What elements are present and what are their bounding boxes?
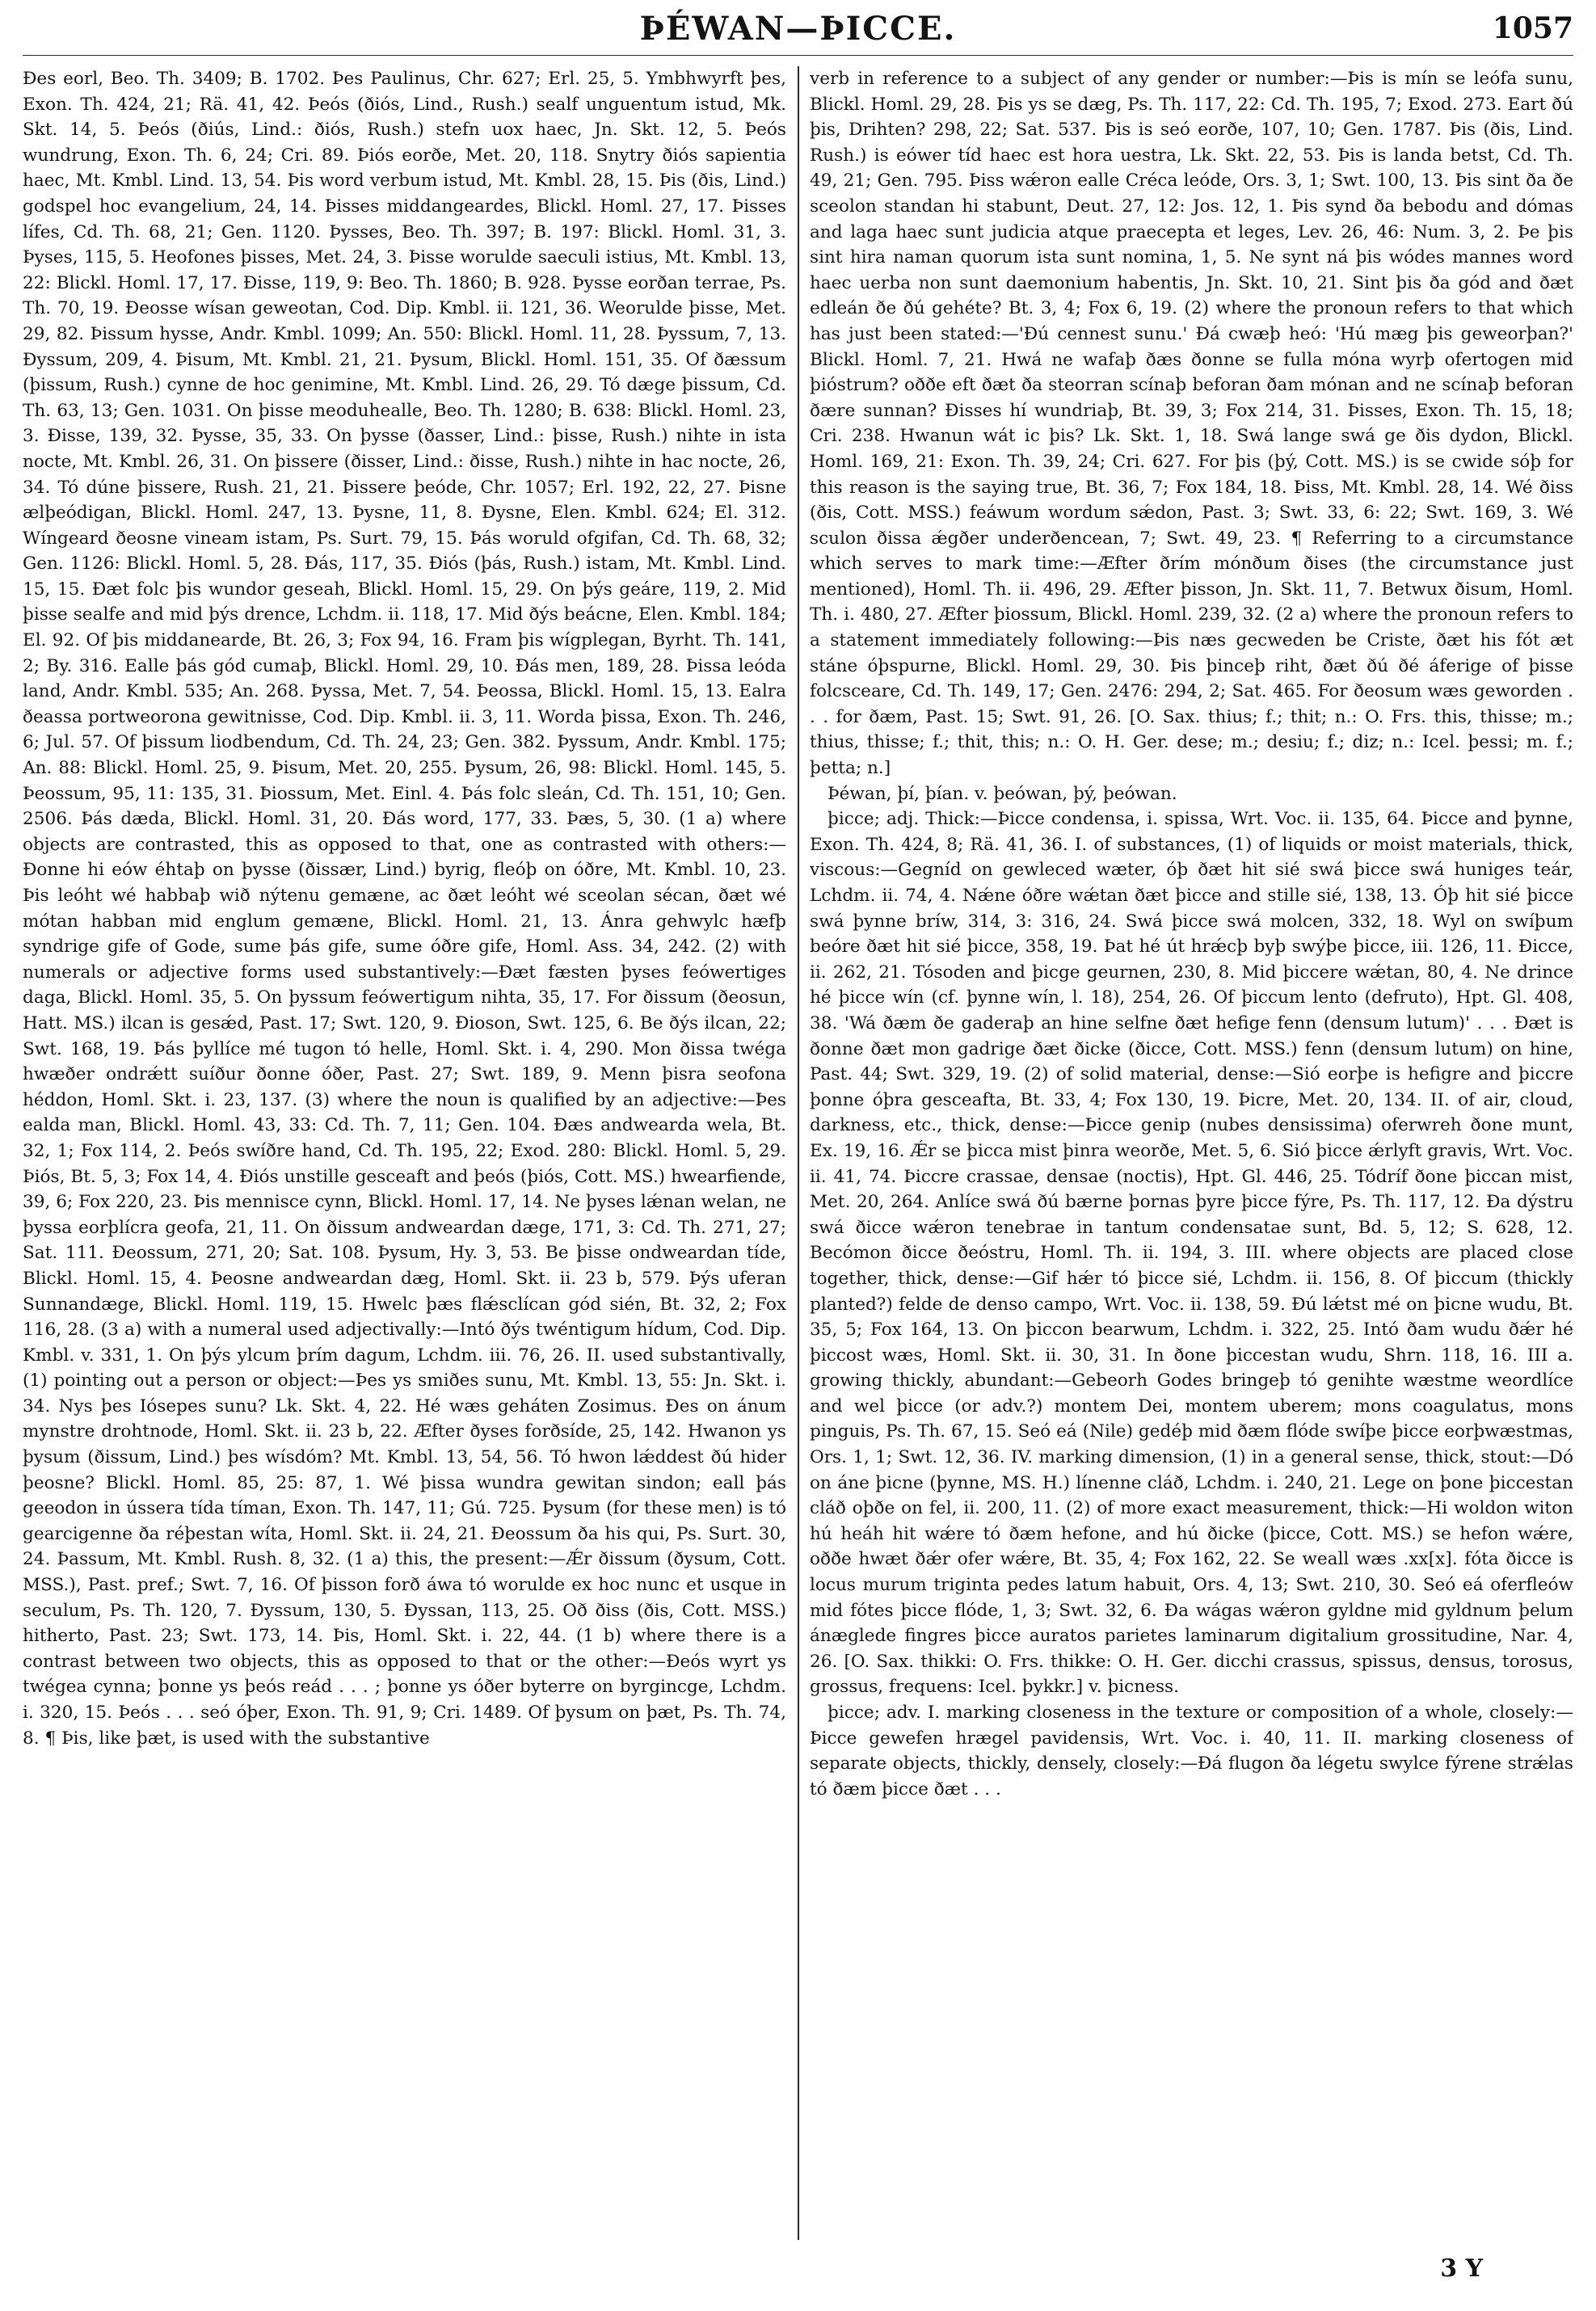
entry-paragraph: Þéwan, þí, þían. v. þeówan, þý, þeówan. — [827, 783, 1177, 804]
signature-mark: 3 Y — [1440, 2254, 1483, 2283]
entry-paragraph: verb in reference to a subject of any gender or number:—Þis is mín se leófa sunu, Blickl. Homl. 29, 28. Þis ys se dæg, Ps. Th. 117, 22: Cd. Th. 195, 7; Exod. 273. Eart ðú þis, Drihten? 298, 22; Sat. 537. Þis is seó eorðe, 107, 10; Gen. 1787. Þis (ðis, Lind. Rush.) is eówer tíd haec est hora uestra, Lk. Skt. 22, 53. Þis is landa betst, Cd. Th. 49, 21; Gen. 795. Þiss wǽron ealle Créca leóde, Ors. 3, 1; Swt. 100, 13. Þis sint ða ðe sceolon standan hi stabunt, Deut. 27, 12: Jos. 12, 1. Þis synd ða bebodu and dómas and laga haec sunt judicia atque praecepta et leges, Lev. 26, 46: Num. 3, 2. Þe þis sint hira naman quorum ista sunt nomina, 1, 5. Ne synt ná þis wódes mannes word haec uerba non sunt daemonium habentis, Jn. Skt. 10, 21. Sint þis ða gód and ðæt edleán ðe ðú gehéte? Bt. 3, 4; Fox 6, 19. (2) where the pronoun refers to that which has just been stated:—'Ðú cennest sunu.' Ðá cwæþ heó: 'Hú mæg þis geweorþan?' Blickl. Homl. 7, 21. Hwá ne wafaþ ðæs ðonne se fulla móna wyrþ ofertogen mid þióstrum? oððe eft ðæt ða steorran scínaþ beforan ðam mónan and ne scínaþ beforan ðære sunnan? Ðisses hí wundriaþ, Bt. 39, 3; Fox 214, 31. Þisses, Exon. Th. 15, 18; Cri. 238. Hwanun wát ic þis? Lk. Skt. 1, 18. Swá lange swá ge ðis dydon, Blickl. Homl. 169, 21: Exon. Th. 39, 24; Cri. 627. For þis (þý, Cott. MS.) is se cwide sóþ for this reason is the saying true, Bt. 36, 7; Fox 184, 18. Þiss, Mt. Kmbl. 28, 14. Wé ðiss (ðis, Cott. MSS.) feáwum wordum sǽdon, Past. 3; Swt. 33, 6: 22; Swt. 169, 3. Wé sculon ðissa ǽgðer underðencean, 7; Swt. 49, 23. ¶ Referring to a circumstance which serves to mark time:—Æfter ðrím mónðum ðises (the circumstance just mentioned), Homl. Th. ii. 496, 29. Æfter þisson, Jn. Skt. 11, 7. Betwux ðisum, Homl. Th. i. 480, 27. Æfter þiossum, Blickl. Homl. 239, 32. (2 a) where the pronoun refers to a statement immediately following:—Þis næs gecweden be Criste, ðæt his fót æt stáne óþspurne, Blickl. Homl. 29, 30. Þis þinceþ riht, ðæt ðú ðé áferige of þisse folcsceare, Cd. Th. 149, 17; Gen. 2476: 294, 2; Sat. 465. For ðeosum wæs geworden . . . for ðæm, Past. 15; Swt. 91, 26. [O. Sax. thius; f.; thit; n.: O. Frs. this, thisse; m.; thius, thisse; f.; thit, this; n.: O. H. Ger. dese; m.; desiu; f.; diz; n.: Icel. þessi; m. f.; þetta; n.] — [810, 69, 1573, 779]
column-divider — [798, 66, 799, 2240]
page-header — [23, 6, 1573, 56]
entry-paragraph: þicce; adj. Thick:—Þicce condensa, i. spissa, Wrt. Voc. ii. 135, 64. Þicce and þynne, Exon. Th. 424, 8; Rä. 41, 36. I. of substances, (1) of liquids or moist materials, thick, viscous:—Gegníd on gewleced wæter, óþ ðæt hit sié swá þicce swá huniges teár, Lchdm. ii. 74, 4. Nǽne óðre wǽtan ðæt þicce and stille sié, 138, 13. Óþ hit sié þicce swá þynne bríw, 314, 3: 316, 24. Swá þicce swá molcen, 332, 18. Wyl on swíþum beóre ðæt hit sié þicce, 358, 19. Þat hé út hrǽcþ byþ swýþe þicce, iii. 126, 11. Ðicce, ii. 262, 21. Tósoden and þicge geurnen, 230, 8. Mid þiccere wǽtan, 80, 4. Ne drince hé þicce wín (cf. þynne wín, l. 18), 254, 26. Of þiccum lento (defruto), Hpt. Gl. 408, 38. 'Wá ðæm ðe gaderaþ an hine selfne ðæt hefige fenn (densum lutum)' . . . Ðæt is ðonne ðæt mon gadrige ðæt ðicke (ðicce, Cott. MSS.) fenn (densum lutum) on hine, Past. 44; Swt. 329, 19. (2) of solid material, dense:—Sió eorþe is hefigre and þiccre þonne óþra gesceafta, Bt. 33, 4; Fox 130, 19. Þicre, Met. 20, 134. II. of air, cloud, darkness, etc., thick, dense:—Þicce genip (nubes densissima) oferwreh ðone munt, Ex. 19, 16. Ǽr se þicca mist þinra weorðe, Met. 5, 6. Sió þicce ǽrlyft gravis, Wrt. Voc. ii. 41, 74. Þiccre crassae, densae (noctis), Hpt. Gl. 446, 25. Tódríf ðone þiccan mist, Met. 20, 264. Anlíce swá ðú bærne þornas þyre þicce fýre, Ps. Th. 117, 12. Ða dýstru swá ðicce wǽron tenebrae in tantum condensatae sunt, Bd. 5, 12; S. 628, 12. Becómon ðicce ðeóstru, Homl. Th. ii. 194, 3. III. where objects are placed close together, thick, dense:—Gif hǽr tó þicce sié, Lchdm. ii. 156, 8. Of þiccum (thickly planted?) felde de denso campo, Wrt. Voc. ii. 138, 59. Ðú lǽtst mé on þicne wudu, Bt. 35, 5; Fox 164, 13. On þiccon bearwum, Lchdm. i. 322, 25. Intó ðam wudu ðǽr hé þiccost wæs, Homl. Skt. ii. 30, 31. In ðone þiccestan wudu, Shrn. 118, 16. III a. growing thickly, abundant:—Gebeorh Godes bringeþ tó genihte wæstme weordlíce and wel þicce (or adv.?) montem Dei, montem uberem; mons coagulatus, mons pinguis, Ps. Th. 67, 15. Seó eá (Nile) gedéþ mid ðæm flóde swíþe þicce eorþwæstmas, Ors. 1, 1; Swt. 12, 36. IV. marking dimension, (1) in a general sense, thick, stout:—Dó on áne þicne (þynne, MS. H.) línenne cláð, Lchdm. i. 240, 21. Lege on þone þiccestan cláð oþðe on fel, ii. 200, 11. (2) of more exact measurement, thick:—Hi woldon witon hú heáh hit wǽre tó ðæm hefone, and hú ðicke (þicce, Cott. MS.) se hefon wǽre, oððe hwæt ðǽr ofer wǽre, Bt. 35, 4; Fox 162, 22. Se weall wæs .xx[x]. fóta ðicce is locus murum triginta pedes latum habuit, Ors. 4, 13; Swt. 210, 30. Seó eá oferfleów mid fótes þicce flóde, 1, 3; Swt. 32, 6. Ða wágas wǽron gyldne mid gyldnum þelum ánæglede fingres þicce auratos parietes laminarum digitalium grossitudine, Nar. 4, 26. [O. Sax. thikki: O. Frs. thikke: O. H. Ger. dicchi crassus, spissus, densus, torosus, grossus, frequens: Icel. þykkr.] v. þicness. — [810, 809, 1573, 1698]
entry-paragraph: Ðes eorl, Beo. Th. 3409; B. 1702. Þes Paulinus, Chr. 627; Erl. 25, 5. Ymbhwyrft þes, Exon. Th. 424, 21; Rä. 41, 42. Þeós (ðiós, Lind., Rush.) sealf unguentum istud, Mk. Skt. 14, 5. Þeós (ðiús, Lind.: ðiós, Rush.) stefn uox haec, Jn. Skt. 12, 5. Þeós wundrung, Exon. Th. 6, 24; Cri. 89. Þiós eorðe, Met. 20, 118. Snytry ðiós sapientia haec, Mt. Kmbl. Lind. 13, 54. Þis word verbum istud, Mt. Kmbl. 28, 15. Þis (ðis, Lind.) godspel hoc evangelium, 24, 14. Þisses middangeardes, Blickl. Homl. 27, 17. Þisses lífes, Cd. Th. 68, 21; Gen. 1120. Þysses, Beo. Th. 397; B. 197: Blickl. Homl. 31, 3. Þyses, 115, 5. Heofones þisses, Met. 24, 3. Þisse worulde saeculi istius, Mt. Kmbl. 13, 22: Blickl. Homl. 17, 17. Ðisse, 119, 9: Beo. Th. 1860; B. 928. Þysse eorðan terrae, Ps. Th. 70, 19. Ðeosse wísan geweotan, Cod. Dip. Kmbl. ii. 121, 36. Weorulde þisse, Met. 29, 82. Þissum hysse, Andr. Kmbl. 1099; An. 550: Blickl. Homl. 11, 28. Þyssum, 7, 13. Ðyssum, 209, 4. Þisum, Mt. Kmbl. 21, 21. Þysum, Blickl. Homl. 151, 35. Of ðæssum (þissum, Rush.) cynne de hoc genimine, Mt. Kmbl. Lind. 26, 29. Tó dæge þissum, Cd. Th. 63, 13; Gen. 1031. On þisse meoduhealle, Beo. Th. 1280; B. 638: Blickl. Homl. 23, 3. Ðisse, 139, 32. Þysse, 35, 33. On þysse (ðasser, Lind.: þisse, Rush.) nihte in ista nocte, Mt. Kmbl. 26, 31. On þissere (ðisser, Lind.: ðisse, Rush.) nihte in hac nocte, 26, 34. Tó dúne þissere, Rush. 21, 21. Þissere þeóde, Chr. 1057; Erl. 192, 22, 27. Þisne ælþeódigan, Blickl. Homl. 247, 13. Þysne, 11, 8. Ðysne, Elen. Kmbl. 624; El. 312. Wíngeard ðeosne vineam istam, Ps. Surt. 79, 15. Þás woruld ofgifan, Cd. Th. 68, 32; Gen. 1126: Blickl. Homl. 5, 28. Ðás, 117, 35. Ðiós (þás, Rush.) istam, Mt. Kmbl. Lind. 15, 15. Ðæt folc þis wundor geseah, Blickl. Homl. 15, 29. On þýs geáre, 119, 2. Mid þisse sealfe and mid þýs drence, Lchdm. ii. 118, 17. Mid ðýs beácne, Elen. Kmbl. 184; El. 92. Of þis middaneardе, Bt. 26, 3; Fox 94, 16. Fram þis wígplegan, Byrht. Th. 141, 2; By. 316. Ealle þás gód cumaþ, Blickl. Homl. 29, 10. Ðás men, 189, 28. Þissa leóda land, Andr. Kmbl. 535; An. 268. Þyssa, Met. 7, 54. Þeossa, Blickl. Homl. 15, 13. Ealra ðeassa portweorona gewitnisse, Cod. Dip. Kmbl. ii. 3, 11. Worda þissa, Exon. Th. 246, 6; Jul. 57. Of þissum liodbendum, Cd. Th. 24, 23; Gen. 382. Þyssum, Andr. Kmbl. 175; An. 88: Blickl. Homl. 25, 9. Þisum, Met. 20, 255. Þysum, 26, 98: Blickl. Homl. 145, 5. Þeossum, 95, 11: 135, 31. Þiossum, Met. Einl. 4. Þás folc sleán, Cd. Th. 151, 10; Gen. 2506. Þás dæda, Blickl. Homl. 31, 20. Ðás word, 177, 33. Þæs, 5, 30. (1 a) where objects are contrasted, this as opposed to that, one as contrasted with others:—Ðonne hi eów éhtaþ on þysse (ðissær, Lind.) byrig, fleóþ on óðre, Mt. Kmbl. 10, 23. Þis leóht wé habbaþ wið nýtenu gemæne, ac ðæt leóht wé sceolan sécan, ðæt wé mótan habban mid englum gemæne, Blickl. Homl. 21, 13. Ánra gehwylc hæfþ syndrige gife of Gode, sume þás gife, sume óðre gife, Homl. Ass. 34, 242. (2) with numerals or adjective forms used substantively:—Ðæt fæsten þyses feówertiges daga, Blickl. Homl. 35, 5. On þyssum feówertigum nihta, 35, 17. For ðissum (ðeosun, Hatt. MS.) ilcan is gesǽd, Past. 17; Swt. 120, 9. Ðioson, Swt. 125, 6. Be ðýs ilcan, 22; Swt. 168, 19. Þás þyllíce mé tugon tó helle, Homl. Skt. i. 4, 290. Mon ðissa twéga hwæðer ondrǽtt suíður ðonne óðer, Past. 27; Swt. 189, 9. Menn þisra seofona héddon, Homl. Skt. i. 23, 137. (3) where the noun is qualified by an adjective:—Þes ealda man, Blickl. Homl. 43, 33: Cd. Th. 7, 11; Gen. 104. Ðæs andwearda wela, Bt. 32, 1; Fox 114, 2. Þeós swíðre hand, Cd. Th. 195, 22; Exod. 280: Blickl. Homl. 5, 29. Þiós, Bt. 5, 3; Fox 14, 4. Ðiós unstille gesceaft and þeós (þiós, Cott. MS.) hwearfiende, 39, 6; Fox 220, 23. Þis mennisce cynn, Blickl. Homl. 17, 14. Ne þyses lǽnan welan, ne þyssa eorþlícra geofa, 21, 11. On ðissum andweardan dæge, 171, 3: Cd. Th. 271, 27; Sat. 111. Ðeossum, 271, 20; Sat. 108. Þysum, Hy. 3, 53. Be þisse ondweardan tíde, Blickl. Homl. 15, 4. Þeosne andweardan dæg, Homl. Skt. ii. 23 b, 579. Þýs uferan Sunnandæge, Blickl. Homl. 119, 15. Hwelc þæs flǽsclícan gód sién, Bt. 32, 2; Fox 116, 28. (3 a) with a numeral used adjectivally:—Intó ðýs twéntigum hídum, Cod. Dip. Kmbl. v. 331, 1. On þýs ylcum þrím dagum, Lchdm. iii. 76, 26. II. used substantivally, (1) pointing out a person or object:—Þes ys smiðes sunu, Mt. Kmbl. 13, 55: Jn. Skt. i. 34. Nys þes Iósepes sunu? Lk. Skt. 4, 22. Hé wæs geháten Zosimus. Ðes on ánum mynstre drohtnode, Homl. Skt. ii. 23 b, 22. Æfter ðyses forðsíde, 25, 142. Hwanon ys þysum (ðissum, Lind.) þes wísdóm? Mt. Kmbl. 13, 54, 56. Tó hwon lǽddest ðú hider þeosne? Blickl. Homl. 85, 25: 87, 1. Wé þissa wundra gewitan sindon; eall þás geeodon in ússera tída tíman, Exon. Th. 147, 11; Gú. 725. Þysum (for these men) is tó gearcigenne ða réþestan wíta, Homl. Skt. ii. 24, 21. Ðeossum ða his qui, Ps. Surt. 30, 24. Þassum, Mt. Kmbl. Rush. 8, 32. (1 a) this, the present:—Ǽr ðissum (ðysum, Cott. MSS.), Past. pref.; Swt. 7, 16. Of þisson forð áwa tó worulde ex hoc nunc et usque in seculum, Ps. Th. 120, 7. Ðyssum, 130, 5. Ðyssan, 113, 25. Oð ðiss (ðis, Cott. MSS.) hitherto, Past. 23; Swt. 173, 14. Þis, Homl. Skt. i. 22, 44. (1 b) where there is a contrast between two objects, this as opposed to that or the other:—Ðeós wyrt ys twégea cynna; þonne ys þeós reád . . . ; þonne ys óðer byterre on byrgincge, Lchdm. i. 320, 15. Þeós . . . seó óþer, Exon. Th. 91, 9; Cri. 1489. Of þysum on þæt, Ps. Th. 74, 8. ¶ Þis, like þæt, is used with the substantive — [23, 69, 786, 1749]
running-head: ÞÉWAN—ÞICCE. — [639, 10, 957, 48]
left-column — [23, 66, 786, 2240]
page-number: 1057 — [1492, 11, 1573, 45]
entry-paragraph: þicce; adv. I. marking closeness in the texture or composition of a whole, closely:—Þicce gewefen hrægel pavidensis, Wrt. Voc. i. 40, 11. II. marking closeness of separate objects, thickly, densely, closely:—Ðá flugon ða légetu swylce fýrene strǽlas tó ðæm þicce ðæt . . . — [810, 1703, 1573, 1800]
right-column — [810, 66, 1573, 2240]
